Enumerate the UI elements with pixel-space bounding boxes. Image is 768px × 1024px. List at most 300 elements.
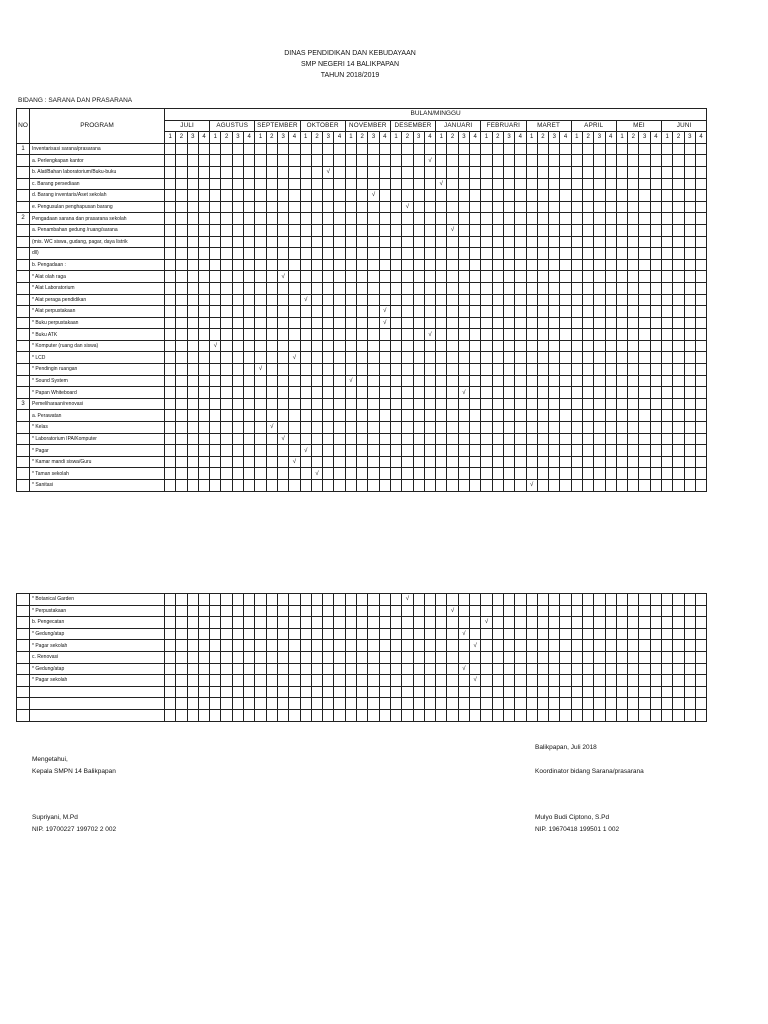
- week-cell: [470, 468, 481, 480]
- week-cell: [266, 675, 277, 687]
- week-cell: [515, 213, 526, 225]
- week-cell: [470, 398, 481, 410]
- week-cell: [447, 628, 458, 640]
- program-cell: c. Renovasi: [30, 651, 165, 663]
- week-cell: [187, 398, 198, 410]
- week-cell: [436, 617, 447, 629]
- week-cell: [481, 422, 492, 434]
- week-cell: [277, 306, 288, 318]
- week-cell: [549, 605, 560, 617]
- header-line-3: TAHUN 2018/2019: [320, 72, 380, 79]
- week-cell: [413, 364, 424, 376]
- week-cell: [311, 224, 322, 236]
- check-mark: √: [424, 155, 435, 167]
- week-cell: [232, 259, 243, 271]
- week-cell: [582, 617, 593, 629]
- week-cell: [650, 456, 661, 468]
- week-cell: [662, 236, 673, 248]
- week-cell: [560, 594, 571, 606]
- week-cell: [526, 248, 537, 260]
- week-cell: [639, 248, 650, 260]
- week-cell: [255, 686, 266, 698]
- program-cell: * Gedung/atap: [30, 628, 165, 640]
- week-cell: [424, 398, 435, 410]
- week-cell: [549, 352, 560, 364]
- week-cell: [357, 594, 368, 606]
- week-cell: [571, 422, 582, 434]
- week-cell: [616, 282, 627, 294]
- week-cell: [537, 387, 548, 399]
- week-cell: [628, 387, 639, 399]
- week-cell: [492, 236, 503, 248]
- week-cell: [198, 445, 209, 457]
- week-cell: [277, 166, 288, 178]
- week-cell: [673, 364, 684, 376]
- week-cell: [526, 213, 537, 225]
- week-cell: [582, 709, 593, 721]
- week-cell: [255, 352, 266, 364]
- week-cell: [515, 166, 526, 178]
- week-cell: [244, 410, 255, 422]
- week-cell: [673, 468, 684, 480]
- week-cell: [277, 248, 288, 260]
- week-cell: [368, 456, 379, 468]
- week-cell: [300, 364, 311, 376]
- week-cell: [436, 480, 447, 492]
- week-cell: [481, 248, 492, 260]
- week-cell: [537, 605, 548, 617]
- week-cell: [266, 480, 277, 492]
- week-cell: [232, 617, 243, 629]
- week-cell: [695, 143, 706, 155]
- week-cell: [232, 663, 243, 675]
- week-cell: [402, 445, 413, 457]
- program-cell: Inventarisasi sarana/prasarana: [30, 143, 165, 155]
- week-cell: [662, 259, 673, 271]
- week-cell: [673, 213, 684, 225]
- row-number: [17, 698, 30, 710]
- table-row: [17, 224, 707, 236]
- program-cell: * Komputer (ruang dan siswa): [30, 340, 165, 352]
- week-cell: [266, 375, 277, 387]
- week-cell: [334, 178, 345, 190]
- week-cell: [402, 248, 413, 260]
- week-cell: [526, 178, 537, 190]
- week-cell: [402, 352, 413, 364]
- week-cell: [650, 213, 661, 225]
- week-cell: [390, 480, 401, 492]
- week-cell: [695, 364, 706, 376]
- week-cell: [413, 352, 424, 364]
- week-cell: [379, 387, 390, 399]
- week-cell: [447, 364, 458, 376]
- week-cell: [368, 651, 379, 663]
- week-cell: [232, 398, 243, 410]
- week-cell: [334, 456, 345, 468]
- week-cell: [379, 422, 390, 434]
- week-cell: [492, 364, 503, 376]
- week-cell: [221, 166, 232, 178]
- table-row: [17, 143, 707, 155]
- check-mark: √: [402, 201, 413, 213]
- week-cell: [481, 271, 492, 283]
- week-cell: [390, 282, 401, 294]
- week-cell: [311, 617, 322, 629]
- week-cell: [232, 178, 243, 190]
- week-cell: [323, 213, 334, 225]
- week-cell: [300, 422, 311, 434]
- program-cell: * Sound System: [30, 375, 165, 387]
- right-title: Koordinator bidang Sarana/prasarana: [535, 768, 644, 775]
- week-cell: [594, 709, 605, 721]
- week-cell: [458, 166, 469, 178]
- week-cell: [549, 709, 560, 721]
- week-cell: [232, 213, 243, 225]
- week-cell: [368, 352, 379, 364]
- week-cell: [684, 282, 695, 294]
- week-cell: [515, 433, 526, 445]
- week-cell: [334, 375, 345, 387]
- week-cell: [323, 143, 334, 155]
- week-cell: [560, 306, 571, 318]
- row-number: 2: [17, 213, 30, 225]
- week-cell: [458, 224, 469, 236]
- week-cell: [684, 480, 695, 492]
- week-cell: [662, 317, 673, 329]
- week-cell: [594, 259, 605, 271]
- week-cell: [244, 155, 255, 167]
- program-cell: [30, 709, 165, 721]
- week-cell: [198, 364, 209, 376]
- week-cell: [379, 340, 390, 352]
- week-cell: [560, 155, 571, 167]
- week-cell: [526, 709, 537, 721]
- week-cell: [560, 698, 571, 710]
- row-number: [17, 201, 30, 213]
- week-cell: [232, 143, 243, 155]
- check-mark: √: [379, 306, 390, 318]
- week-cell: [277, 686, 288, 698]
- week-cell: [165, 155, 176, 167]
- week-cell: [436, 709, 447, 721]
- week-cell: [492, 445, 503, 457]
- week-cell: [210, 329, 221, 341]
- week-cell: [582, 468, 593, 480]
- week-cell: [187, 317, 198, 329]
- table-row: [17, 166, 707, 178]
- week-cell: [379, 259, 390, 271]
- program-cell: * Pagar: [30, 445, 165, 457]
- week-cell: [368, 663, 379, 675]
- week-cell: [277, 663, 288, 675]
- week-cell: [413, 155, 424, 167]
- week-cell: [311, 294, 322, 306]
- week-cell: [447, 698, 458, 710]
- week-cell: [628, 433, 639, 445]
- week-cell: [605, 224, 616, 236]
- week-cell: [357, 651, 368, 663]
- week-cell: [413, 640, 424, 652]
- week-cell: [289, 433, 300, 445]
- week-cell: [537, 663, 548, 675]
- table-row: [17, 617, 707, 629]
- week-cell: [673, 340, 684, 352]
- week-cell: [695, 663, 706, 675]
- week-cell: [515, 398, 526, 410]
- week-cell: [232, 422, 243, 434]
- week-cell: [616, 271, 627, 283]
- week-cell: [616, 190, 627, 202]
- week-cell: [334, 317, 345, 329]
- week-cell: [582, 422, 593, 434]
- week-cell: [244, 143, 255, 155]
- week-cell: [458, 190, 469, 202]
- week-cell: [503, 422, 514, 434]
- week-cell: [232, 628, 243, 640]
- week-cell: [289, 468, 300, 480]
- week-cell: [368, 410, 379, 422]
- week-cell: [187, 166, 198, 178]
- week-cell: [165, 166, 176, 178]
- week-cell: [503, 410, 514, 422]
- week-cell: [673, 445, 684, 457]
- week-cell: [594, 628, 605, 640]
- week-cell: [537, 213, 548, 225]
- week-header: 1: [481, 132, 492, 144]
- week-cell: [244, 166, 255, 178]
- week-cell: [515, 709, 526, 721]
- week-cell: [323, 468, 334, 480]
- week-cell: [481, 352, 492, 364]
- week-cell: [571, 259, 582, 271]
- week-cell: [571, 155, 582, 167]
- week-cell: [470, 166, 481, 178]
- week-cell: [673, 271, 684, 283]
- week-cell: [492, 651, 503, 663]
- week-cell: [594, 306, 605, 318]
- week-cell: [311, 480, 322, 492]
- week-cell: [458, 143, 469, 155]
- week-header: 4: [695, 132, 706, 144]
- week-cell: [436, 329, 447, 341]
- week-cell: [266, 364, 277, 376]
- week-cell: [413, 190, 424, 202]
- week-cell: [210, 698, 221, 710]
- week-cell: [650, 675, 661, 687]
- week-cell: [481, 468, 492, 480]
- week-cell: [255, 236, 266, 248]
- week-cell: [571, 224, 582, 236]
- week-cell: [549, 640, 560, 652]
- week-cell: [323, 178, 334, 190]
- week-cell: [662, 628, 673, 640]
- week-cell: [628, 271, 639, 283]
- week-cell: [210, 445, 221, 457]
- week-cell: [549, 201, 560, 213]
- week-cell: [515, 143, 526, 155]
- check-mark: √: [323, 166, 334, 178]
- week-cell: [210, 594, 221, 606]
- week-cell: [176, 317, 187, 329]
- week-cell: [413, 271, 424, 283]
- week-cell: [379, 294, 390, 306]
- week-cell: [266, 387, 277, 399]
- week-cell: [379, 651, 390, 663]
- week-cell: [379, 480, 390, 492]
- week-cell: [210, 433, 221, 445]
- week-cell: [549, 364, 560, 376]
- week-cell: [187, 675, 198, 687]
- week-cell: [571, 340, 582, 352]
- program-cell: * Taman sekolah: [30, 468, 165, 480]
- week-cell: [300, 617, 311, 629]
- week-cell: [616, 213, 627, 225]
- week-cell: [616, 178, 627, 190]
- week-cell: [549, 456, 560, 468]
- week-cell: [379, 271, 390, 283]
- week-cell: [413, 306, 424, 318]
- week-cell: [616, 329, 627, 341]
- week-cell: [639, 213, 650, 225]
- week-cell: [198, 178, 209, 190]
- week-cell: [458, 282, 469, 294]
- week-cell: [390, 271, 401, 283]
- week-cell: [605, 422, 616, 434]
- week-cell: [673, 259, 684, 271]
- week-cell: [549, 433, 560, 445]
- week-cell: [210, 398, 221, 410]
- week-cell: [323, 433, 334, 445]
- week-cell: [582, 628, 593, 640]
- week-cell: [605, 364, 616, 376]
- week-cell: [695, 375, 706, 387]
- week-cell: [571, 213, 582, 225]
- week-cell: [639, 640, 650, 652]
- week-cell: [616, 686, 627, 698]
- week-cell: [300, 329, 311, 341]
- week-cell: [300, 686, 311, 698]
- week-cell: [345, 306, 356, 318]
- week-cell: [639, 480, 650, 492]
- week-cell: [311, 282, 322, 294]
- week-cell: [334, 282, 345, 294]
- week-cell: [402, 617, 413, 629]
- week-cell: [571, 480, 582, 492]
- week-cell: [549, 166, 560, 178]
- week-cell: [537, 410, 548, 422]
- week-cell: [390, 340, 401, 352]
- week-cell: [650, 271, 661, 283]
- week-cell: [289, 201, 300, 213]
- week-cell: [165, 410, 176, 422]
- week-cell: [605, 294, 616, 306]
- week-cell: [515, 663, 526, 675]
- week-cell: [165, 352, 176, 364]
- week-cell: [187, 605, 198, 617]
- week-cell: [503, 663, 514, 675]
- week-cell: [695, 605, 706, 617]
- week-cell: [198, 456, 209, 468]
- week-cell: [198, 468, 209, 480]
- week-cell: [458, 445, 469, 457]
- week-cell: [300, 340, 311, 352]
- week-cell: [436, 166, 447, 178]
- week-cell: [582, 224, 593, 236]
- week-cell: [549, 422, 560, 434]
- week-cell: [266, 271, 277, 283]
- week-cell: [379, 282, 390, 294]
- week-cell: [537, 640, 548, 652]
- month-header: SEPTEMBER: [255, 120, 300, 132]
- week-cell: [187, 445, 198, 457]
- row-number: [17, 422, 30, 434]
- week-cell: [537, 166, 548, 178]
- week-cell: [673, 282, 684, 294]
- week-cell: [165, 306, 176, 318]
- week-cell: [165, 317, 176, 329]
- week-cell: [582, 340, 593, 352]
- week-cell: [458, 456, 469, 468]
- week-cell: [176, 456, 187, 468]
- week-cell: [436, 398, 447, 410]
- week-cell: [560, 201, 571, 213]
- week-cell: [582, 248, 593, 260]
- week-cell: [345, 675, 356, 687]
- week-cell: [413, 248, 424, 260]
- program-cell: Pengadaan sarana dan prasarana sekolah: [30, 213, 165, 225]
- week-cell: [300, 628, 311, 640]
- week-cell: [244, 398, 255, 410]
- week-cell: [481, 410, 492, 422]
- week-cell: [537, 352, 548, 364]
- week-cell: [390, 375, 401, 387]
- week-cell: [503, 143, 514, 155]
- week-cell: [684, 617, 695, 629]
- week-cell: [628, 663, 639, 675]
- week-cell: [571, 468, 582, 480]
- week-cell: [413, 468, 424, 480]
- check-mark: √: [289, 456, 300, 468]
- week-cell: [379, 352, 390, 364]
- week-cell: [424, 387, 435, 399]
- week-cell: [413, 224, 424, 236]
- week-header: 3: [277, 132, 288, 144]
- week-cell: [673, 617, 684, 629]
- week-cell: [402, 640, 413, 652]
- week-cell: [560, 445, 571, 457]
- week-cell: [244, 201, 255, 213]
- week-cell: [424, 468, 435, 480]
- week-header: 1: [390, 132, 401, 144]
- week-cell: [582, 213, 593, 225]
- week-cell: [266, 340, 277, 352]
- week-cell: [413, 236, 424, 248]
- week-cell: [560, 143, 571, 155]
- week-cell: [470, 364, 481, 376]
- week-cell: [357, 663, 368, 675]
- week-cell: [221, 329, 232, 341]
- week-cell: [323, 675, 334, 687]
- week-cell: [492, 271, 503, 283]
- week-cell: [628, 352, 639, 364]
- week-cell: [357, 628, 368, 640]
- week-cell: [413, 213, 424, 225]
- week-cell: [470, 410, 481, 422]
- week-cell: [311, 410, 322, 422]
- week-cell: [311, 190, 322, 202]
- week-cell: [481, 294, 492, 306]
- week-cell: [447, 675, 458, 687]
